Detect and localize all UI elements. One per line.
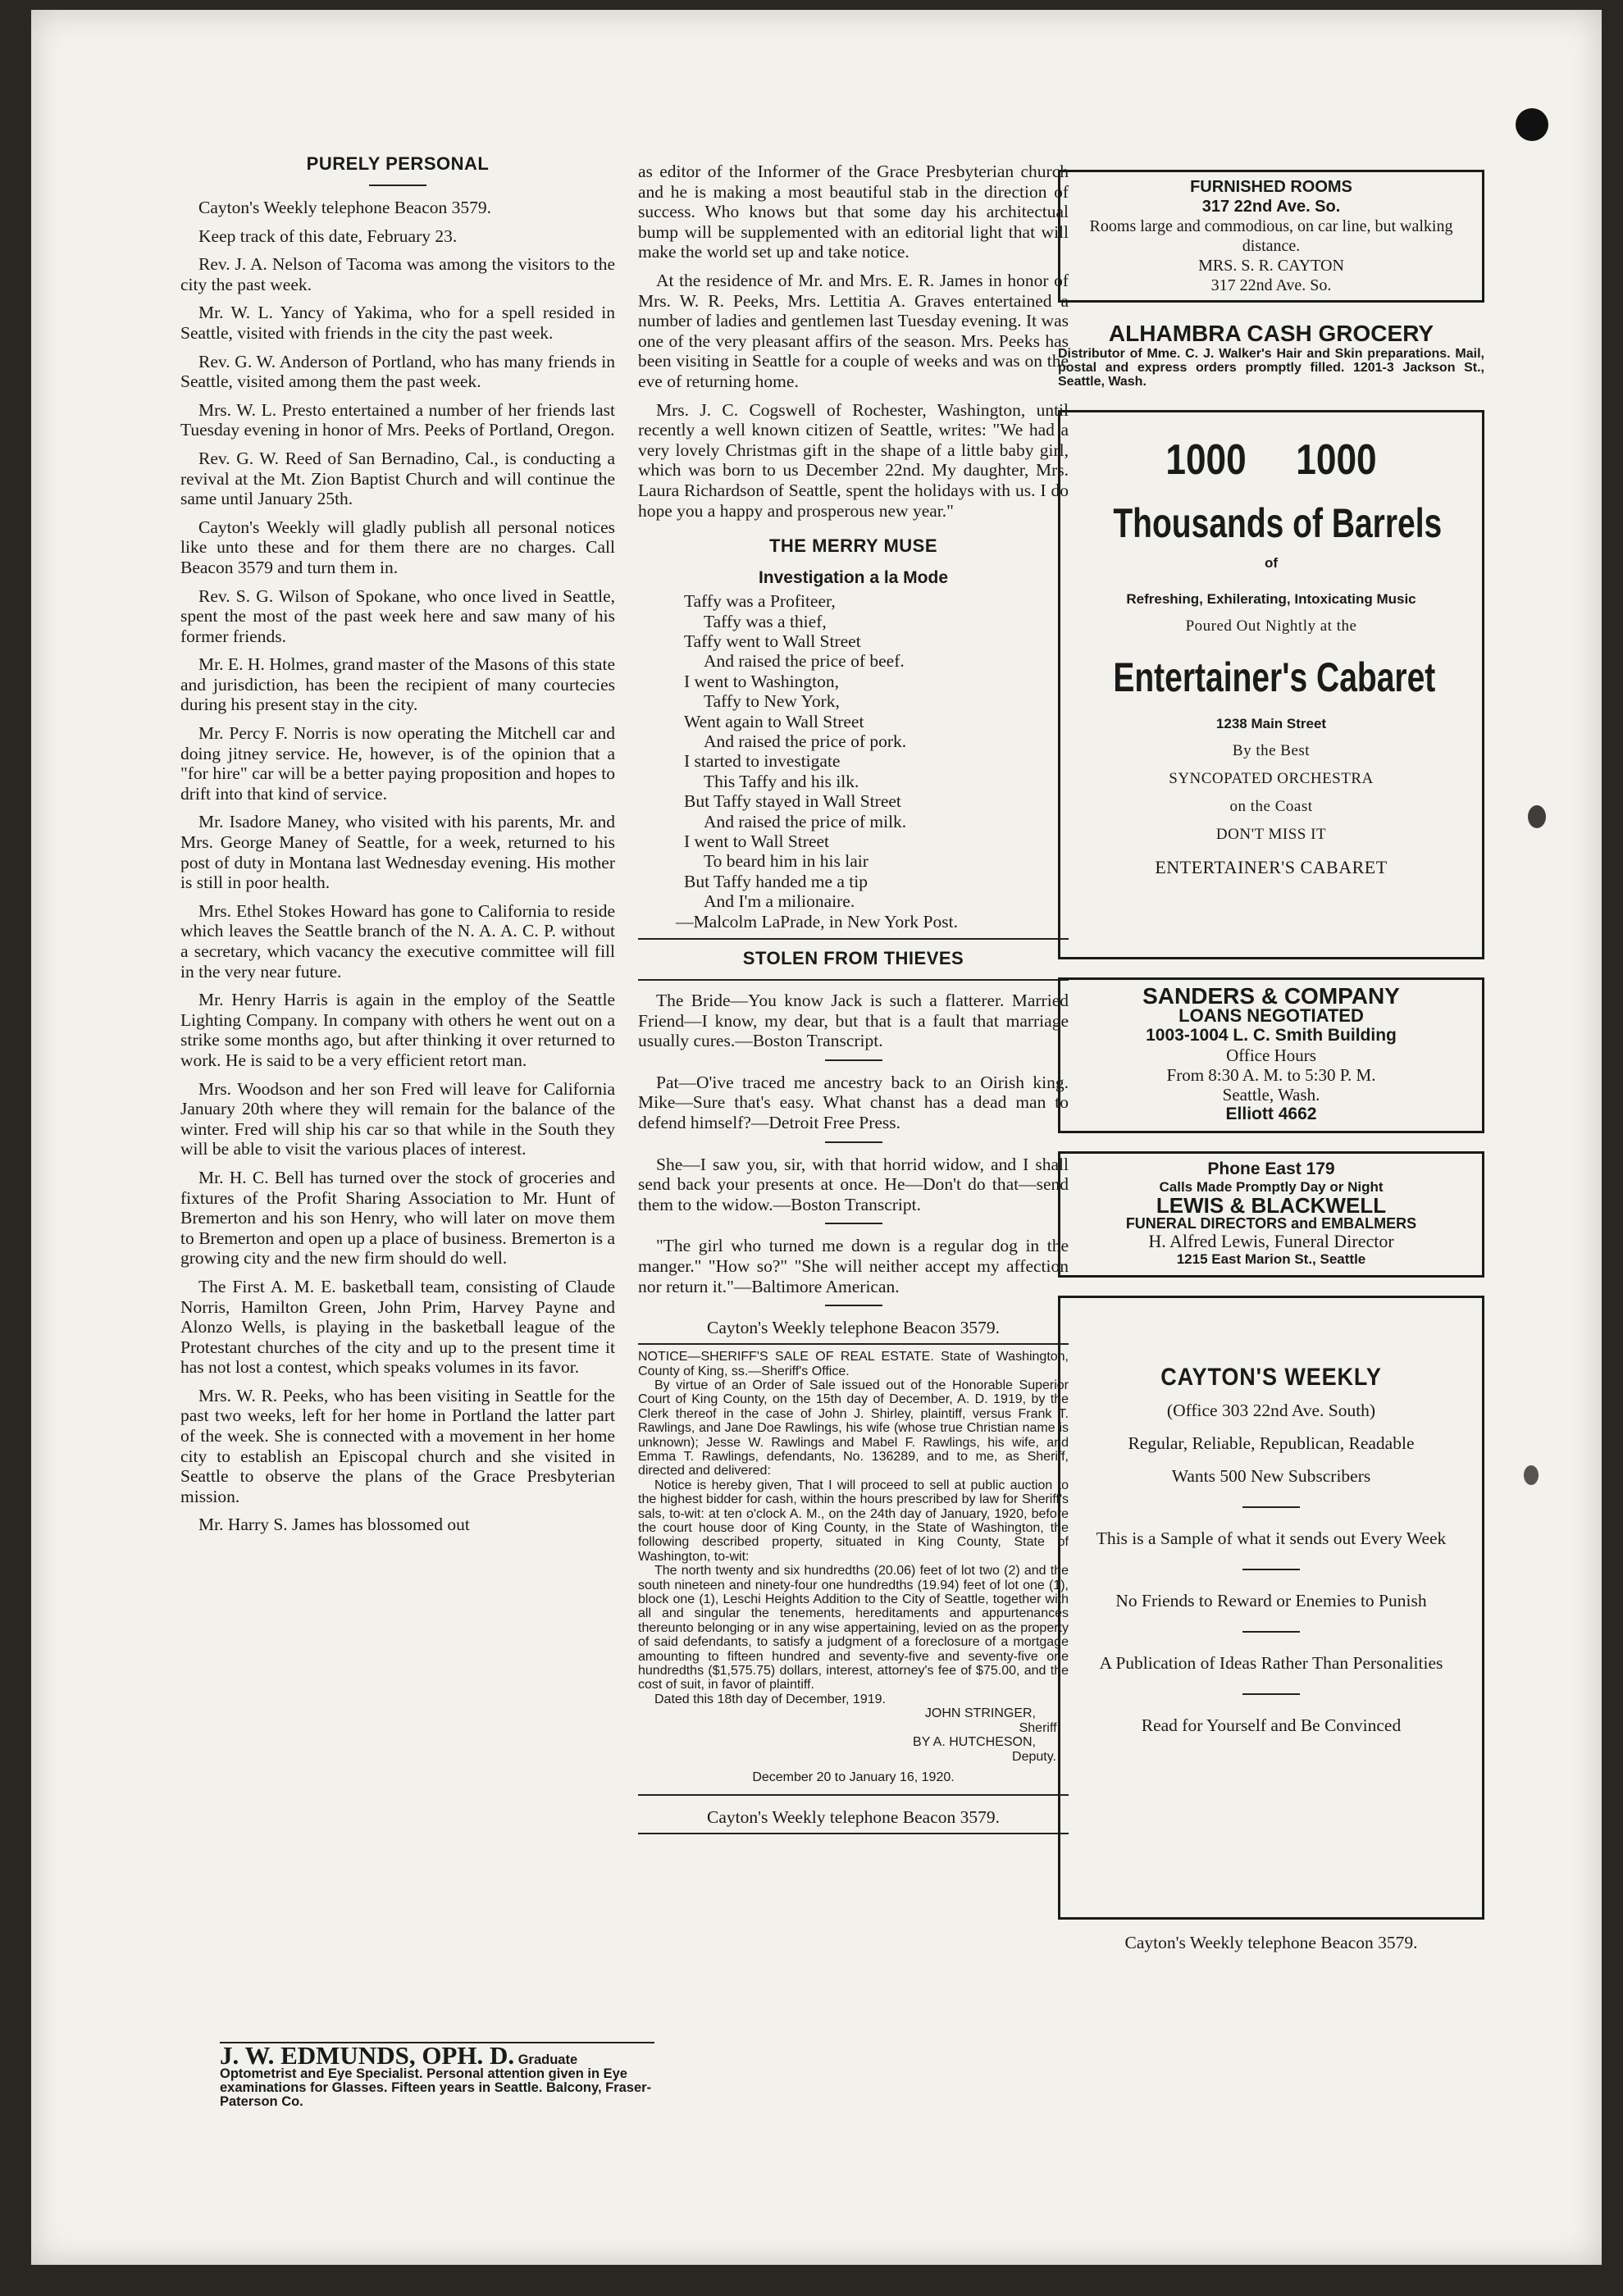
ad-name: MRS. S. R. CAYTON <box>1198 257 1344 275</box>
ad-edmunds <box>220 2037 654 2109</box>
news-item: Mrs. Woodson and her son Fred will leave for California January 20th where they will remain for the balance of the winter. Fred will ship his car so that while in the South they will be able to visit the various places of interest. <box>180 1078 615 1159</box>
ad-text: By the Best <box>1232 742 1311 759</box>
ad-address: 1215 East Marion St., Seattle <box>1176 1251 1366 1267</box>
ad-text: No Friends to Reward or Enemies to Punish <box>1115 1591 1427 1610</box>
poem <box>676 591 1069 932</box>
notice-deputy: Deputy. <box>1012 1749 1056 1764</box>
ad-text: Rooms large and commodious, on car line, but walking distance. <box>1089 217 1453 255</box>
notice-heading: NOTICE—SHERIFF'S SALE OF REAL ESTATE. State of Washington, County of King, ss.—Sheriff's Office. <box>638 1350 1069 1378</box>
divider <box>638 1343 1069 1345</box>
news-item: Rev. G. W. Reed of San Bernadino, Cal., is conducting a revival at the Mt. Zion Baptist Church and will continue the same until January 25th. <box>180 448 615 509</box>
news-item: Mr. E. H. Holmes, grand master of the Masons of this state and jurisdiction, has been the recipient of many courtecies during his present stay in the city. <box>180 654 615 715</box>
poem-title: Investigation a la Mode <box>758 568 949 588</box>
joke: She—I saw you, sir, with that horrid widow, and I shall send back your presents at once. He—Don't do that—send them to the widow.—Boston Transcript. <box>638 1154 1069 1214</box>
notice-sheriff-title: Sheriff. <box>1019 1720 1060 1735</box>
ad-edmunds-name: J. W. EDMUNDS, OPH. D. <box>220 2041 515 2070</box>
divider <box>1242 1631 1300 1633</box>
ad-caytons-weekly <box>1058 1296 1484 1920</box>
ad-text: (Office 303 22nd Ave. South) <box>1166 1401 1376 1420</box>
ink-blot <box>1524 1465 1539 1485</box>
ad-title: LEWIS & BLACKWELL <box>1156 1193 1387 1218</box>
ad-text: Regular, Reliable, Republican, Readable <box>1128 1433 1415 1453</box>
notice-paragraph: By virtue of an Order of Sale issued out of the Honorable Superior Court of King County, on the 15th day of December, A. D. 1919, by the Clerk thereof in the case of John J. Shirley, plaintiff, versus Frank T. Rawlings, and Jane Doe Rawlings, his wife (whose true Christian name is unknown); Jesse W. Rawlings and Mabel F. Rawlings, his wife, and Emma T. Rawlings, defendants, No. 136289, and to me, as Sheriff, directed and delivered: <box>638 1378 1069 1478</box>
news-item: Mrs. Ethel Stokes Howard has gone to California to reside which leaves the Seattle branch of the N. A. A. C. P. without a secretary, which vacancy the executive committee will fill in the very near future. <box>180 900 615 982</box>
ad-headline: Thousands of Barrels <box>1113 500 1443 546</box>
divider <box>638 938 1069 940</box>
ad-text: Distributor of Mme. C. J. Walker's Hair and Skin preparations. Mail, postal and express orders promptly filled. 1201-3 Jackson St., Seattle, Wash. <box>1058 347 1484 389</box>
ad-lewis-blackwell <box>1058 1151 1484 1278</box>
poem-line: And raised the price of beef. <box>704 651 905 672</box>
ad-text: Office Hours <box>1226 1046 1316 1065</box>
column-ads <box>1058 170 1484 1958</box>
joke: The Bride—You know Jack is such a flatterer. Married Friend—I know, my dear, but that is a fault that marriage usually cures.—Boston Transcript. <box>638 991 1069 1051</box>
poem-line: I started to investigate <box>684 751 841 772</box>
ad-text: Seattle, Wash. <box>1222 1085 1320 1105</box>
telephone-line: Cayton's Weekly telephone Beacon 3579. <box>706 1318 1000 1338</box>
ad-name: Entertainer's Cabaret <box>1113 654 1436 700</box>
ad-name: ENTERTAINER'S CABARET <box>1155 857 1388 877</box>
divider <box>825 1141 882 1143</box>
ad-phone: Phone East 179 <box>1207 1159 1335 1178</box>
news-item: as editor of the Informer of the Grace Presbyterian church and he is making a most beautiful stab in the direction of success. Who knows but that some day his architectual bump will be supplemented with an editorial light that will make the world set up and take notice. <box>638 162 1069 262</box>
notice-paragraph: The north twenty and six hundredths (20.06) feet of lot two (2) and the south nineteen and ninety-four one hundredths (19.94) feet of lot one (1), block one (1), Leschi Heights Addition to the City of Seattle, together with all and singular the tenements, hereditaments and appurtenances thereunto belonging or in any wise appertaining, levied on as the property of said defendants, to satisfy a judgment of a foreclosure of a mortgage amounting to fifteen hundred and seventy-five and seventy-five one hundredths ($1,575.75) dollars, interest, attorney's fee of $75.00, and the cost of suit, in favor of plaintiff. <box>638 1564 1069 1692</box>
joke: Pat—O'ive traced me ancestry back to an Oirish king. Mike—Sure that's easy. What chanst has a dead man to defend himself?—Detroit Free Press. <box>638 1072 1069 1132</box>
poem-line: And raised the price of milk. <box>704 811 907 831</box>
telephone-line: Cayton's Weekly telephone Beacon 3579. <box>706 1807 1000 1828</box>
divider <box>638 1794 1069 1796</box>
poem-line: I went to Washington, <box>684 671 839 691</box>
news-item: Mrs. W. R. Peeks, who has been visiting in Seattle for the past two weeks, left for her home in Portland the latter part of the week. She is connected with a movement in her home city to establish an Episcopal church and she visited in Seattle to observe the plans of the Grace Presbyterian mission. <box>180 1385 615 1506</box>
ad-address: 317 22nd Ave. So. <box>1201 198 1341 216</box>
ad-text: From 8:30 A. M. to 5:30 P. M. <box>1166 1065 1376 1085</box>
ad-sanders <box>1058 977 1484 1133</box>
newspaper-page <box>31 10 1602 2265</box>
news-item: Keep track of this date, February 23. <box>198 226 458 246</box>
ad-numbers <box>1099 435 1443 485</box>
ad-alhambra <box>1058 321 1484 389</box>
ink-blot <box>1528 805 1546 828</box>
poem-line: And raised the price of pork. <box>704 731 907 751</box>
divider <box>638 979 1069 981</box>
ad-text: This is a Sample of what it sends out Every Week <box>1096 1528 1447 1548</box>
news-item: Rev. J. A. Nelson of Tacoma was among the visitors to the city the past week. <box>180 254 615 294</box>
sheriff-notice <box>638 1350 1069 1784</box>
ad-title: FURNISHED ROOMS <box>1190 178 1352 196</box>
joke: "The girl who turned me down is a regular dog in the manger." "How so?" "She will neither accept my affection nor return it."—Baltimore American. <box>638 1236 1069 1296</box>
poem-line: I went to Wall Street <box>684 831 829 851</box>
ink-blot <box>1516 108 1548 141</box>
news-item: Mr. Henry Harris is again in the employ of the Seattle Lighting Company. In company with others he went out on a strike some months ago, but after thinking it over returned to work. He is said to be a very efficient retort man. <box>180 990 615 1070</box>
ad-text: SYNCOPATED ORCHESTRA <box>1169 770 1374 787</box>
poem-line: To beard him in his lair <box>704 851 868 872</box>
news-item: Rev. S. G. Wilson of Spokane, who once lived in Seattle, spent the most of the past week here and saw many of his former friends. <box>180 585 615 646</box>
ad-furnished-rooms <box>1058 170 1484 303</box>
ad-number: 1000 <box>1296 436 1377 484</box>
poem-line: Went again to Wall Street <box>684 711 864 731</box>
divider <box>1242 1569 1300 1570</box>
news-item: Mr. Isadore Maney, who visited with his parents, Mr. and Mrs. George Maney of Seattle, for a week, returned to his post of duty in Montana last Wednesday evening. His mother is still in poor health. <box>180 812 615 893</box>
ad-text: A Publication of Ideas Rather Than Personalities <box>1099 1653 1443 1673</box>
news-item: The First A. M. E. basketball team, consisting of Claude Norris, Hamilton Green, John Prim, Harvey Payne and Alonzo Wells, is playing in the basketball league of the Protestant churches of the city and up to the present time it has not lost a contest, which speaks volumes in its favor. <box>180 1276 615 1378</box>
ad-text: Read for Yourself and Be Convinced <box>1141 1715 1402 1735</box>
divider <box>638 1833 1069 1834</box>
ad-edmunds-text: Graduate Optometrist and Eye Specialist. Personal attention given in Eye examinations for Glasses. Fifteen years in Seattle. Balcony, Fraser-Paterson Co. <box>220 2052 652 2109</box>
ad-text: Calls Made Promptly Day or Night <box>1159 1179 1384 1195</box>
column-center <box>638 162 1069 1839</box>
ad-title: CAYTON'S WEEKLY <box>1160 1364 1382 1391</box>
ad-text: on the Coast <box>1229 798 1313 815</box>
section-heading: THE MERRY MUSE <box>768 535 938 557</box>
notice-paragraph: Notice is hereby given, That I will proceed to sell at public auction to the highest bidder for cash, within the hours prescribed by law for Sheriff's sals, to-wit: at ten o'clock A. M., on the 24th day of January, 1920, before the court house door of King County, in the State of Washington, the following described property, situated in King County, State of Washington, to-wit: <box>638 1478 1069 1564</box>
poem-line: Taffy went to Wall Street <box>684 631 861 651</box>
divider <box>825 1223 882 1224</box>
column-purely-personal <box>180 153 615 1543</box>
divider <box>825 1059 882 1061</box>
news-item: Mr. Harry S. James has blossomed out <box>198 1515 470 1535</box>
ad-title: SANDERS & COMPANY <box>1142 983 1400 1009</box>
ad-address: 1003-1004 L. C. Smith Building <box>1146 1026 1397 1045</box>
news-item: Cayton's Weekly telephone Beacon 3579. <box>198 198 492 217</box>
divider <box>369 184 426 186</box>
ad-phone: Elliott 4662 <box>1225 1105 1317 1123</box>
notice-sheriff: JOHN STRINGER, <box>924 1706 1036 1721</box>
section-heading: PURELY PERSONAL <box>306 153 490 174</box>
ad-address: 317 22nd Ave. So. <box>1210 276 1332 294</box>
ad-text: Poured Out Nightly at the <box>1185 617 1357 635</box>
ad-text: H. Alfred Lewis, Funeral Director <box>1148 1231 1394 1251</box>
poem-line: And I'm a milionaire. <box>704 891 855 912</box>
divider <box>1242 1506 1300 1508</box>
notice-dates: December 20 to January 16, 1920. <box>752 1770 955 1784</box>
news-item: Mrs. W. L. Presto entertained a number of her friends last Tuesday evening in honor of Mrs. Peeks of Portland, Oregon. <box>180 399 615 440</box>
news-item: Mr. H. C. Bell has turned over the stock of groceries and fixtures of the Profit Sharing Association to Mr. Hunt of Bremerton and his son Henry, who will later on move them to Bremerton and open up a place of business. Bremerton is a growing city and the new firm should do well. <box>180 1167 615 1269</box>
notice-by: BY A. HUTCHESON, <box>913 1735 1036 1750</box>
poem-line: But Taffy handed me a tip <box>684 871 868 891</box>
poem-line: Taffy was a thief, <box>704 611 827 631</box>
ad-sub: LOANS NEGOTIATED <box>1178 1005 1364 1026</box>
news-item: Rev. G. W. Anderson of Portland, who has many friends in Seattle, visited among them the past week. <box>180 351 615 392</box>
poem-line: Taffy to New York, <box>704 691 840 712</box>
divider <box>825 1305 882 1306</box>
news-item: At the residence of Mr. and Mrs. E. R. James in honor of Mrs. W. R. Peeks, Mrs. Lettitia A. Graves entertained a number of ladies and gentlemen last Tuesday evening. It was one of the very pleasant affirs of the season. Mrs. Peeks has been visiting in Seattle for a couple of weeks and was on the eve of returning home. <box>638 270 1069 391</box>
ad-address: 1238 Main Street <box>1215 716 1327 731</box>
news-item: Mr. W. L. Yancy of Yakima, who for a spell resided in Seattle, visited with friends in the city the past week. <box>180 303 615 343</box>
ad-text: Refreshing, Exhilerating, Intoxicating Music <box>1126 591 1416 607</box>
news-item: Cayton's Weekly will gladly publish all personal notices like unto these and for them there are no charges. Call Beacon 3579 and turn them in. <box>180 517 615 577</box>
poem-line: But Taffy stayed in Wall Street <box>684 791 901 812</box>
ad-text: Wants 500 New Subscribers <box>1171 1466 1371 1486</box>
ad-text: of <box>1264 555 1279 571</box>
poem-line: Taffy was a Profiteer, <box>684 591 836 612</box>
notice-dated: Dated this 18th day of December, 1919. <box>654 1692 886 1706</box>
divider <box>1242 1693 1300 1695</box>
ad-text: FUNERAL DIRECTORS and EMBALMERS <box>1125 1215 1417 1232</box>
ad-title: ALHAMBRA CASH GROCERY <box>1108 321 1434 346</box>
news-item: Mrs. J. C. Cogswell of Rochester, Washington, until recently a well known citizen of Seattle, writes: "We had a very lovely Christmas gift in the shape of a little baby girl, which was born to us December 22nd. My daughter, Mrs. Laura Richardson of Seattle, spent the holidays with us. I do hope you a happy and prosperous new year." <box>638 399 1069 521</box>
ad-entertainers-cabaret <box>1058 410 1484 959</box>
ad-number: 1000 <box>1165 436 1247 484</box>
poem-attribution: —Malcolm LaPrade, in New York Post. <box>676 911 958 932</box>
news-item: Mr. Percy F. Norris is now operating the Mitchell car and doing jitney service. He, however, is of the opinion that a "for hire" car will be a better paying proposition and hopes to drift into that kind of service. <box>180 723 615 804</box>
poem-line: This Taffy and his ilk. <box>704 771 859 791</box>
ad-text: DON'T MISS IT <box>1215 826 1327 843</box>
section-heading: STOLEN FROM THIEVES <box>742 948 964 968</box>
telephone-line: Cayton's Weekly telephone Beacon 3579. <box>1124 1933 1418 1952</box>
